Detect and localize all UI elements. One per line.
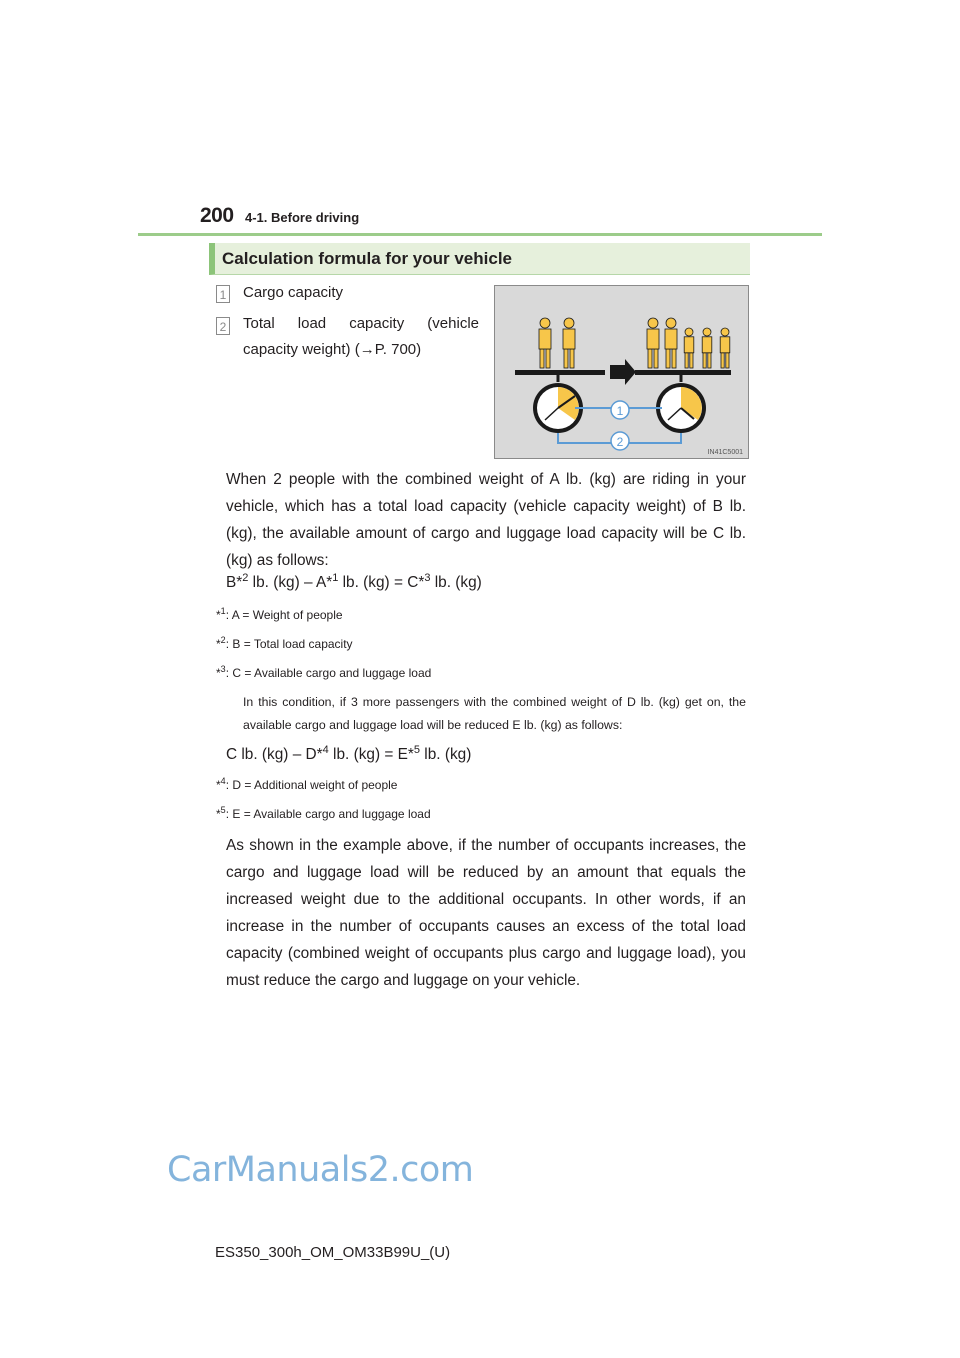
- platform-after: [635, 370, 731, 375]
- section-title: Calculation formula for your vehicle: [222, 249, 513, 268]
- person-icon: [684, 328, 694, 368]
- person-icon: [702, 328, 712, 368]
- formula-text: C lb. (kg) – D*: [226, 746, 323, 764]
- formula-sup: 1: [332, 572, 339, 584]
- people-group-before: [539, 318, 575, 368]
- formula-sup: 2: [242, 572, 249, 584]
- footnote-2: *$^2$: B = Total load capacity: [216, 635, 353, 651]
- summary-paragraph: As shown in the example above, if the number of occupants increases, the cargo and luggage load will be reduced by an amount that equals the increased weight due to the additional occupants. In other words, if an increase in the number of occupants causes an excess of the total load capacity (combined weight of occupants plus cargo and luggage load), you must reduce the cargo and luggage on your vehicle.: [226, 837, 746, 989]
- person-icon: [665, 318, 677, 368]
- item-number-badge: 1: [216, 285, 230, 303]
- item-number-badge: 2: [216, 317, 230, 335]
- formula-1: [226, 572, 482, 592]
- document-code: ES350_300h_OM_OM33B99U_(U): [215, 1244, 451, 1261]
- footnote-5: *$^5$: E = Available cargo and luggage load: [216, 805, 431, 821]
- load-capacity-diagram: [495, 286, 748, 458]
- formula-sup: 5: [413, 744, 421, 756]
- item-total-load-line1: Total load capacity (vehicle: [243, 315, 479, 332]
- person-icon: [563, 318, 575, 368]
- intro-paragraph: When 2 people with the combined weight of A lb. (kg) are riding in your vehicle, which has a total load capacity (vehicle capacity weight) of B lb. (kg), the available amount of cargo and luggage load capacity will be C lb. (kg) as follows:: [226, 471, 746, 569]
- callout-label-2: 2: [616, 435, 624, 449]
- arrow-right-icon: [610, 359, 636, 385]
- footnote-1: *$^1$: A = Weight of people: [216, 606, 343, 622]
- footnote-4: *$^4$: D = Additional weight of people: [216, 776, 398, 792]
- person-icon: [720, 328, 730, 368]
- platform-before: [515, 370, 605, 375]
- formula-2: [226, 744, 471, 764]
- gauge-before: [533, 375, 583, 433]
- page-number: 200: [200, 204, 234, 227]
- chapter-title: 4-1. Before driving: [245, 210, 360, 225]
- formula-sup: 3: [424, 572, 431, 584]
- formula-text: lb. (kg) = C*: [338, 574, 425, 592]
- item-total-load-line2: capacity weight) (→P. 700): [243, 341, 422, 358]
- formula-text: lb. (kg) = E*: [328, 746, 414, 764]
- gauge-after: [656, 375, 706, 433]
- item-cargo-capacity: Cargo capacity: [243, 284, 344, 301]
- callout-label-1: 1: [616, 404, 624, 418]
- footnote-3: *$^3$: C = Available cargo and luggage load: [216, 664, 432, 680]
- people-group-after: [647, 318, 730, 368]
- person-icon: [647, 318, 659, 368]
- site-watermark: CarManuals2.com: [167, 1150, 474, 1190]
- formula-text: B*: [226, 574, 243, 592]
- formula-text: lb. (kg): [430, 574, 482, 592]
- formula-text: lb. (kg) – A*: [248, 574, 333, 592]
- condition-note: In this condition, if 3 more passengers with the combined weight of D lb. (kg) get on, the available cargo and luggage load will be reduced E lb. (kg) as follows:: [243, 695, 746, 732]
- header-rule: [138, 233, 822, 236]
- load-capacity-illustration: [494, 285, 749, 459]
- formula-sup: 4: [322, 744, 329, 756]
- person-icon: [539, 318, 551, 368]
- formula-text: lb. (kg): [420, 746, 472, 764]
- figure-code: IN41C5001: [707, 449, 743, 456]
